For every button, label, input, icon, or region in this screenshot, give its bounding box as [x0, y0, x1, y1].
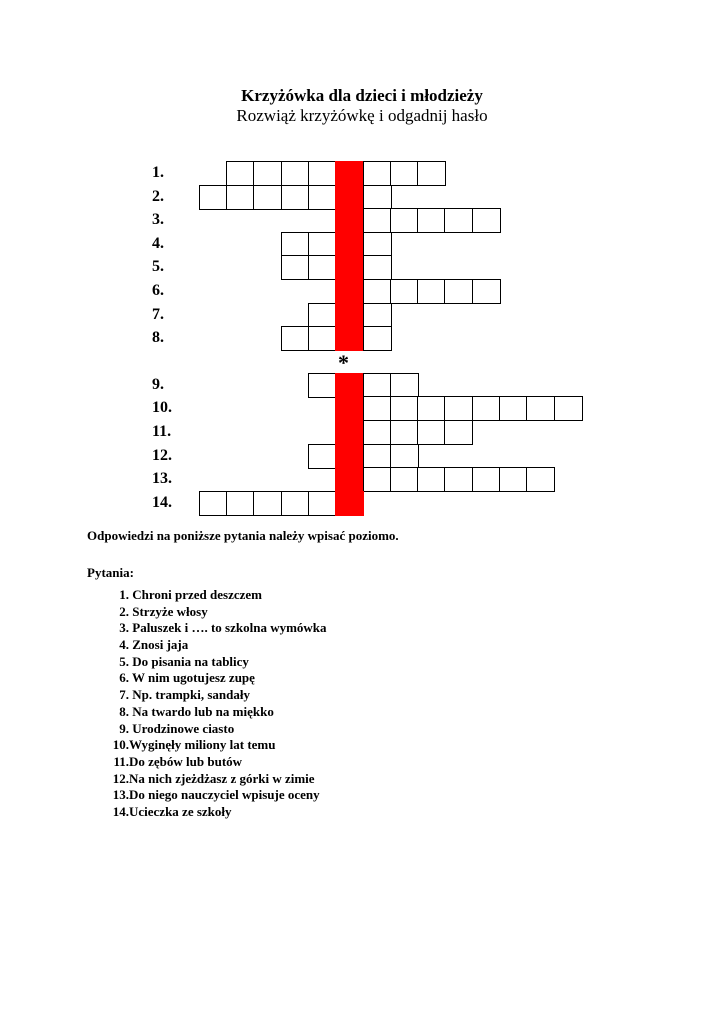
question-number: 12.	[112, 770, 129, 786]
crossword-cell[interactable]	[417, 161, 446, 186]
key-cell[interactable]	[335, 420, 364, 445]
question-item	[87, 754, 327, 771]
key-cell[interactable]	[335, 326, 364, 351]
question-text: Ucieczka ze szkoły	[129, 803, 232, 819]
crossword-cell[interactable]	[390, 279, 419, 304]
key-cell[interactable]	[335, 279, 364, 304]
crossword-cell[interactable]	[226, 185, 255, 210]
crossword-cell[interactable]	[390, 161, 419, 186]
crossword-cell[interactable]	[444, 279, 473, 304]
question-item	[87, 804, 327, 821]
row-number-label: 3.	[152, 211, 164, 229]
row-number-label: 14.	[152, 493, 172, 511]
question-number: 5.	[119, 653, 129, 669]
crossword-cell[interactable]	[499, 396, 528, 421]
crossword-cell[interactable]	[308, 232, 337, 257]
key-cell[interactable]	[335, 303, 364, 328]
crossword-cell[interactable]	[472, 467, 501, 492]
crossword-cell[interactable]	[281, 232, 310, 257]
question-text: Chroni przed deszczem	[132, 587, 262, 602]
instruction-text: Odpowiedzi na poniższe pytania należy wpisać poziomo.	[87, 528, 399, 543]
question-item	[87, 721, 327, 738]
crossword-cell[interactable]	[199, 185, 228, 210]
crossword-cell[interactable]	[390, 420, 419, 445]
question-text: Do zębów lub butów	[129, 753, 243, 769]
crossword-cell[interactable]	[308, 444, 337, 469]
crossword-cell[interactable]	[417, 396, 446, 421]
crossword-cell[interactable]	[281, 185, 310, 210]
crossword-cell[interactable]	[363, 255, 392, 280]
question-item	[87, 604, 327, 621]
row-number-label: 13.	[152, 470, 172, 488]
crossword-cell[interactable]	[363, 326, 392, 351]
crossword-cell[interactable]	[472, 396, 501, 421]
question-number: 6.	[119, 670, 129, 686]
questions-list	[87, 587, 327, 821]
crossword-cell[interactable]	[363, 161, 392, 186]
crossword-cell[interactable]	[308, 185, 337, 210]
question-text: Znosi jaja	[132, 637, 189, 653]
question-number: 2.	[119, 603, 129, 619]
crossword-cell[interactable]	[417, 208, 446, 233]
key-cell[interactable]	[335, 185, 364, 210]
page-subtitle: Rozwiąż krzyżówkę i odgadnij hasło	[236, 106, 488, 125]
question-number: 13.	[112, 787, 129, 803]
crossword-cell[interactable]	[363, 185, 392, 210]
question-number: 7.	[119, 687, 129, 703]
question-number: 8.	[119, 703, 129, 719]
row-number-label: 2.	[152, 187, 164, 205]
crossword-cell[interactable]	[363, 420, 392, 445]
crossword-cell[interactable]	[363, 232, 392, 257]
crossword-cell[interactable]	[253, 185, 282, 210]
key-cell[interactable]	[335, 444, 364, 469]
row-number-label: 6.	[152, 282, 164, 299]
question-text: Na twardo lub na miękko	[132, 703, 274, 719]
question-number: 3.	[119, 620, 129, 636]
crossword-cell[interactable]	[226, 491, 255, 516]
crossword-cell[interactable]	[554, 396, 583, 421]
crossword-cell[interactable]	[308, 373, 337, 398]
question-text: Paluszek i …. to szkolna wymówka	[132, 620, 327, 636]
crossword-cell[interactable]	[308, 303, 337, 328]
crossword-cell[interactable]	[417, 420, 446, 445]
row-number-label: 7.	[152, 305, 164, 323]
key-cell[interactable]	[335, 208, 364, 233]
crossword-cell[interactable]	[226, 161, 255, 186]
crossword-cell[interactable]	[281, 255, 310, 280]
crossword-cell[interactable]	[472, 208, 501, 233]
key-cell[interactable]	[335, 491, 364, 516]
question-text: Wyginęły miliony lat temu	[129, 737, 276, 753]
question-text: Np. trampki, sandały	[132, 687, 250, 703]
question-text: Na nich zjeżdżasz z górki w zimie	[129, 770, 315, 786]
crossword-cell[interactable]	[390, 373, 419, 398]
question-item	[87, 587, 327, 604]
crossword-cell[interactable]	[363, 373, 392, 398]
separator-star: *	[338, 350, 349, 375]
row-number-label: 8.	[152, 329, 164, 347]
question-item	[87, 771, 327, 788]
crossword-cell[interactable]	[308, 326, 337, 351]
crossword-cell[interactable]	[499, 467, 528, 492]
crossword-cell[interactable]	[363, 396, 392, 421]
crossword-cell[interactable]	[390, 208, 419, 233]
question-item	[87, 620, 327, 637]
crossword-cell[interactable]	[363, 208, 392, 233]
crossword-cell[interactable]	[363, 303, 392, 328]
crossword-cell[interactable]	[444, 396, 473, 421]
questions-heading: Pytania:	[87, 565, 134, 580]
crossword-cell[interactable]	[444, 208, 473, 233]
crossword-cell[interactable]	[363, 467, 392, 492]
question-item	[87, 637, 327, 654]
question-text: Do pisania na tablicy	[132, 653, 249, 669]
crossword-cell[interactable]	[281, 161, 310, 186]
question-item	[87, 687, 327, 704]
page-title: Krzyżówka dla dzieci i młodzieży	[241, 86, 483, 105]
crossword-cell[interactable]	[281, 326, 310, 351]
crossword-cell[interactable]	[472, 279, 501, 304]
key-cell[interactable]	[335, 232, 364, 257]
question-item	[87, 670, 327, 687]
crossword-cell[interactable]	[526, 467, 555, 492]
row-number-label: 12.	[152, 446, 172, 464]
row-number-label: 10.	[152, 399, 172, 417]
row-number-label: 5.	[152, 258, 164, 276]
question-item	[87, 787, 327, 804]
crossword-cell[interactable]	[253, 491, 282, 516]
crossword-cell[interactable]	[526, 396, 555, 421]
row-number-label: 4.	[152, 234, 164, 252]
crossword-cell[interactable]	[390, 444, 419, 469]
question-number: 4.	[119, 637, 129, 653]
question-item	[87, 737, 327, 754]
row-number-label: 9.	[152, 375, 164, 393]
crossword-cell[interactable]	[308, 255, 337, 280]
crossword-cell[interactable]	[444, 420, 473, 445]
question-number: 9.	[119, 720, 129, 736]
key-cell[interactable]	[335, 467, 364, 492]
crossword-cell[interactable]	[281, 491, 310, 516]
key-cell[interactable]	[335, 396, 364, 421]
question-text: Do niego nauczyciel wpisuje oceny	[129, 787, 320, 803]
question-item	[87, 654, 327, 671]
question-number: 10.	[112, 737, 129, 753]
crossword-cell[interactable]	[308, 161, 337, 186]
crossword-cell[interactable]	[417, 279, 446, 304]
question-text: Strzyże włosy	[132, 603, 208, 619]
key-cell[interactable]	[335, 373, 364, 398]
row-number-label: 1.	[152, 164, 164, 181]
row-number-label: 11.	[152, 423, 172, 440]
question-text: W nim ugotujesz zupę	[132, 670, 255, 686]
question-number: 14.	[112, 803, 129, 819]
crossword-cell[interactable]	[444, 467, 473, 492]
crossword-cell[interactable]	[363, 444, 392, 469]
crossword-cell[interactable]	[363, 279, 392, 304]
question-text: Urodzinowe ciasto	[132, 720, 235, 736]
key-cell[interactable]	[335, 255, 364, 280]
question-number: 1.	[119, 587, 129, 602]
question-item	[87, 704, 327, 721]
crossword-cell[interactable]	[417, 467, 446, 492]
crossword-cell[interactable]	[308, 491, 337, 516]
crossword-cell[interactable]	[199, 491, 228, 516]
question-number: 11.	[113, 753, 129, 769]
crossword-cell[interactable]	[253, 161, 282, 186]
crossword-cell[interactable]	[390, 467, 419, 492]
key-cell[interactable]	[335, 161, 364, 186]
crossword-cell[interactable]	[390, 396, 419, 421]
